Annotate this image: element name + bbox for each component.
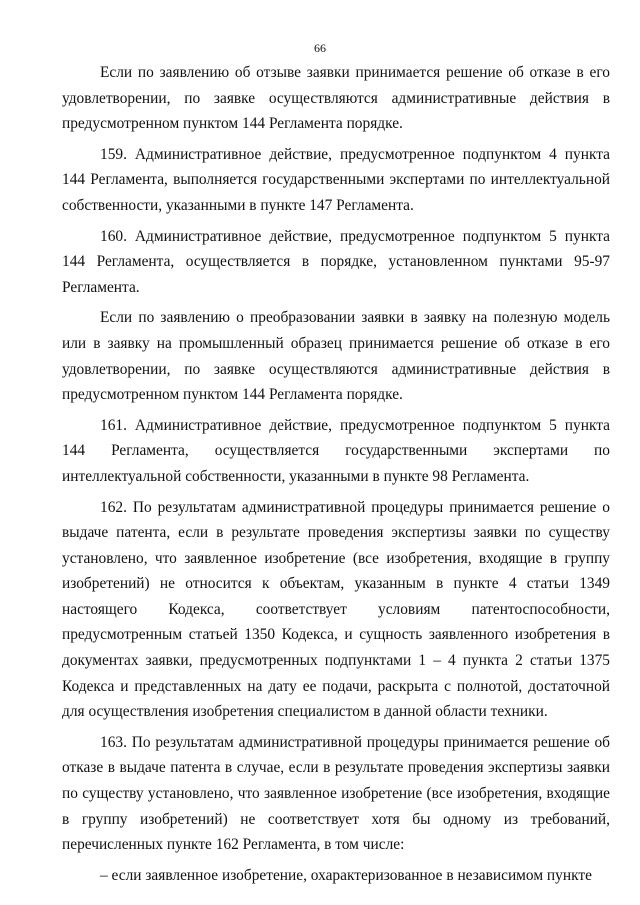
document-body xyxy=(62,60,610,888)
paragraph-163: 163. По результатам административной процедуры принимается решение об отказе в выдаче патента в случае, если в результате проведения экспертизы заявки по существу установлено, что заявленное изобретение (все изобретения, входящие в группу изобретений) не соответствует хотя бы одному из требований, перечисленных пункте 162 Регламента, в том числе: xyxy=(62,733,610,854)
paragraph-160: 160. Административное действие, предусмотренное подпунктом 5 пункта 144 Регламента, осуществляется в порядке, установленном пунктами 95-97 Регламента. xyxy=(62,227,610,296)
paragraph-162: 162. По результатам административной процедуры принимается решение о выдаче патента, если в результате проведения экспертизы заявки по существу установлено, что заявленное изобретение (все изобретения, входящие в группу изобретений) не относится к объектам, указанным в пункте 4 статьи 1349 настоящего Кодекса, соответствует условиям патентоспособности, предусмотренным статьей 1350 Кодекса, и сущность заявленного изобретения в документах заявки, предусмотренных подпунктами 1 – 4 пункта 2 статьи 1375 Кодекса и представленных на дату ее подачи, раскрыта с полнотой, достаточной для осуществления изобретения специалистом в данной области техники. xyxy=(62,498,610,721)
paragraph-conversion-refusal: Если по заявлению о преобразовании заявки в заявку на полезную модель или в заявку на промышленный образец принимается решение об отказе в его удовлетворении, по заявке осуществляются административные действия в предусмотренном пунктом 144 Регламента порядке. xyxy=(62,309,610,404)
paragraph-list-item: – если заявленное изобретение, охарактеризованное в независимом пункте xyxy=(100,866,592,884)
paragraph-159: 159. Административное действие, предусмотренное подпунктом 4 пункта 144 Регламента, выполняется государственными экспертами по интеллектуальной собственности, указанными в пункте 147 Регламента. xyxy=(62,145,610,214)
paragraph-withdrawal-refusal: Если по заявлению об отзыве заявки принимается решение об отказе в его удовлетворении, по заявке осуществляются административные действия в предусмотренном пунктом 144 Регламента порядке. xyxy=(62,64,610,133)
paragraph-161: 161. Административное действие, предусмотренное подпунктом 5 пункта 144 Регламента, осуществляется государственными экспертами по интеллектуальной собственности, указанными в пункте 98 Регламента. xyxy=(62,416,610,485)
page-number: 66 xyxy=(314,41,326,55)
